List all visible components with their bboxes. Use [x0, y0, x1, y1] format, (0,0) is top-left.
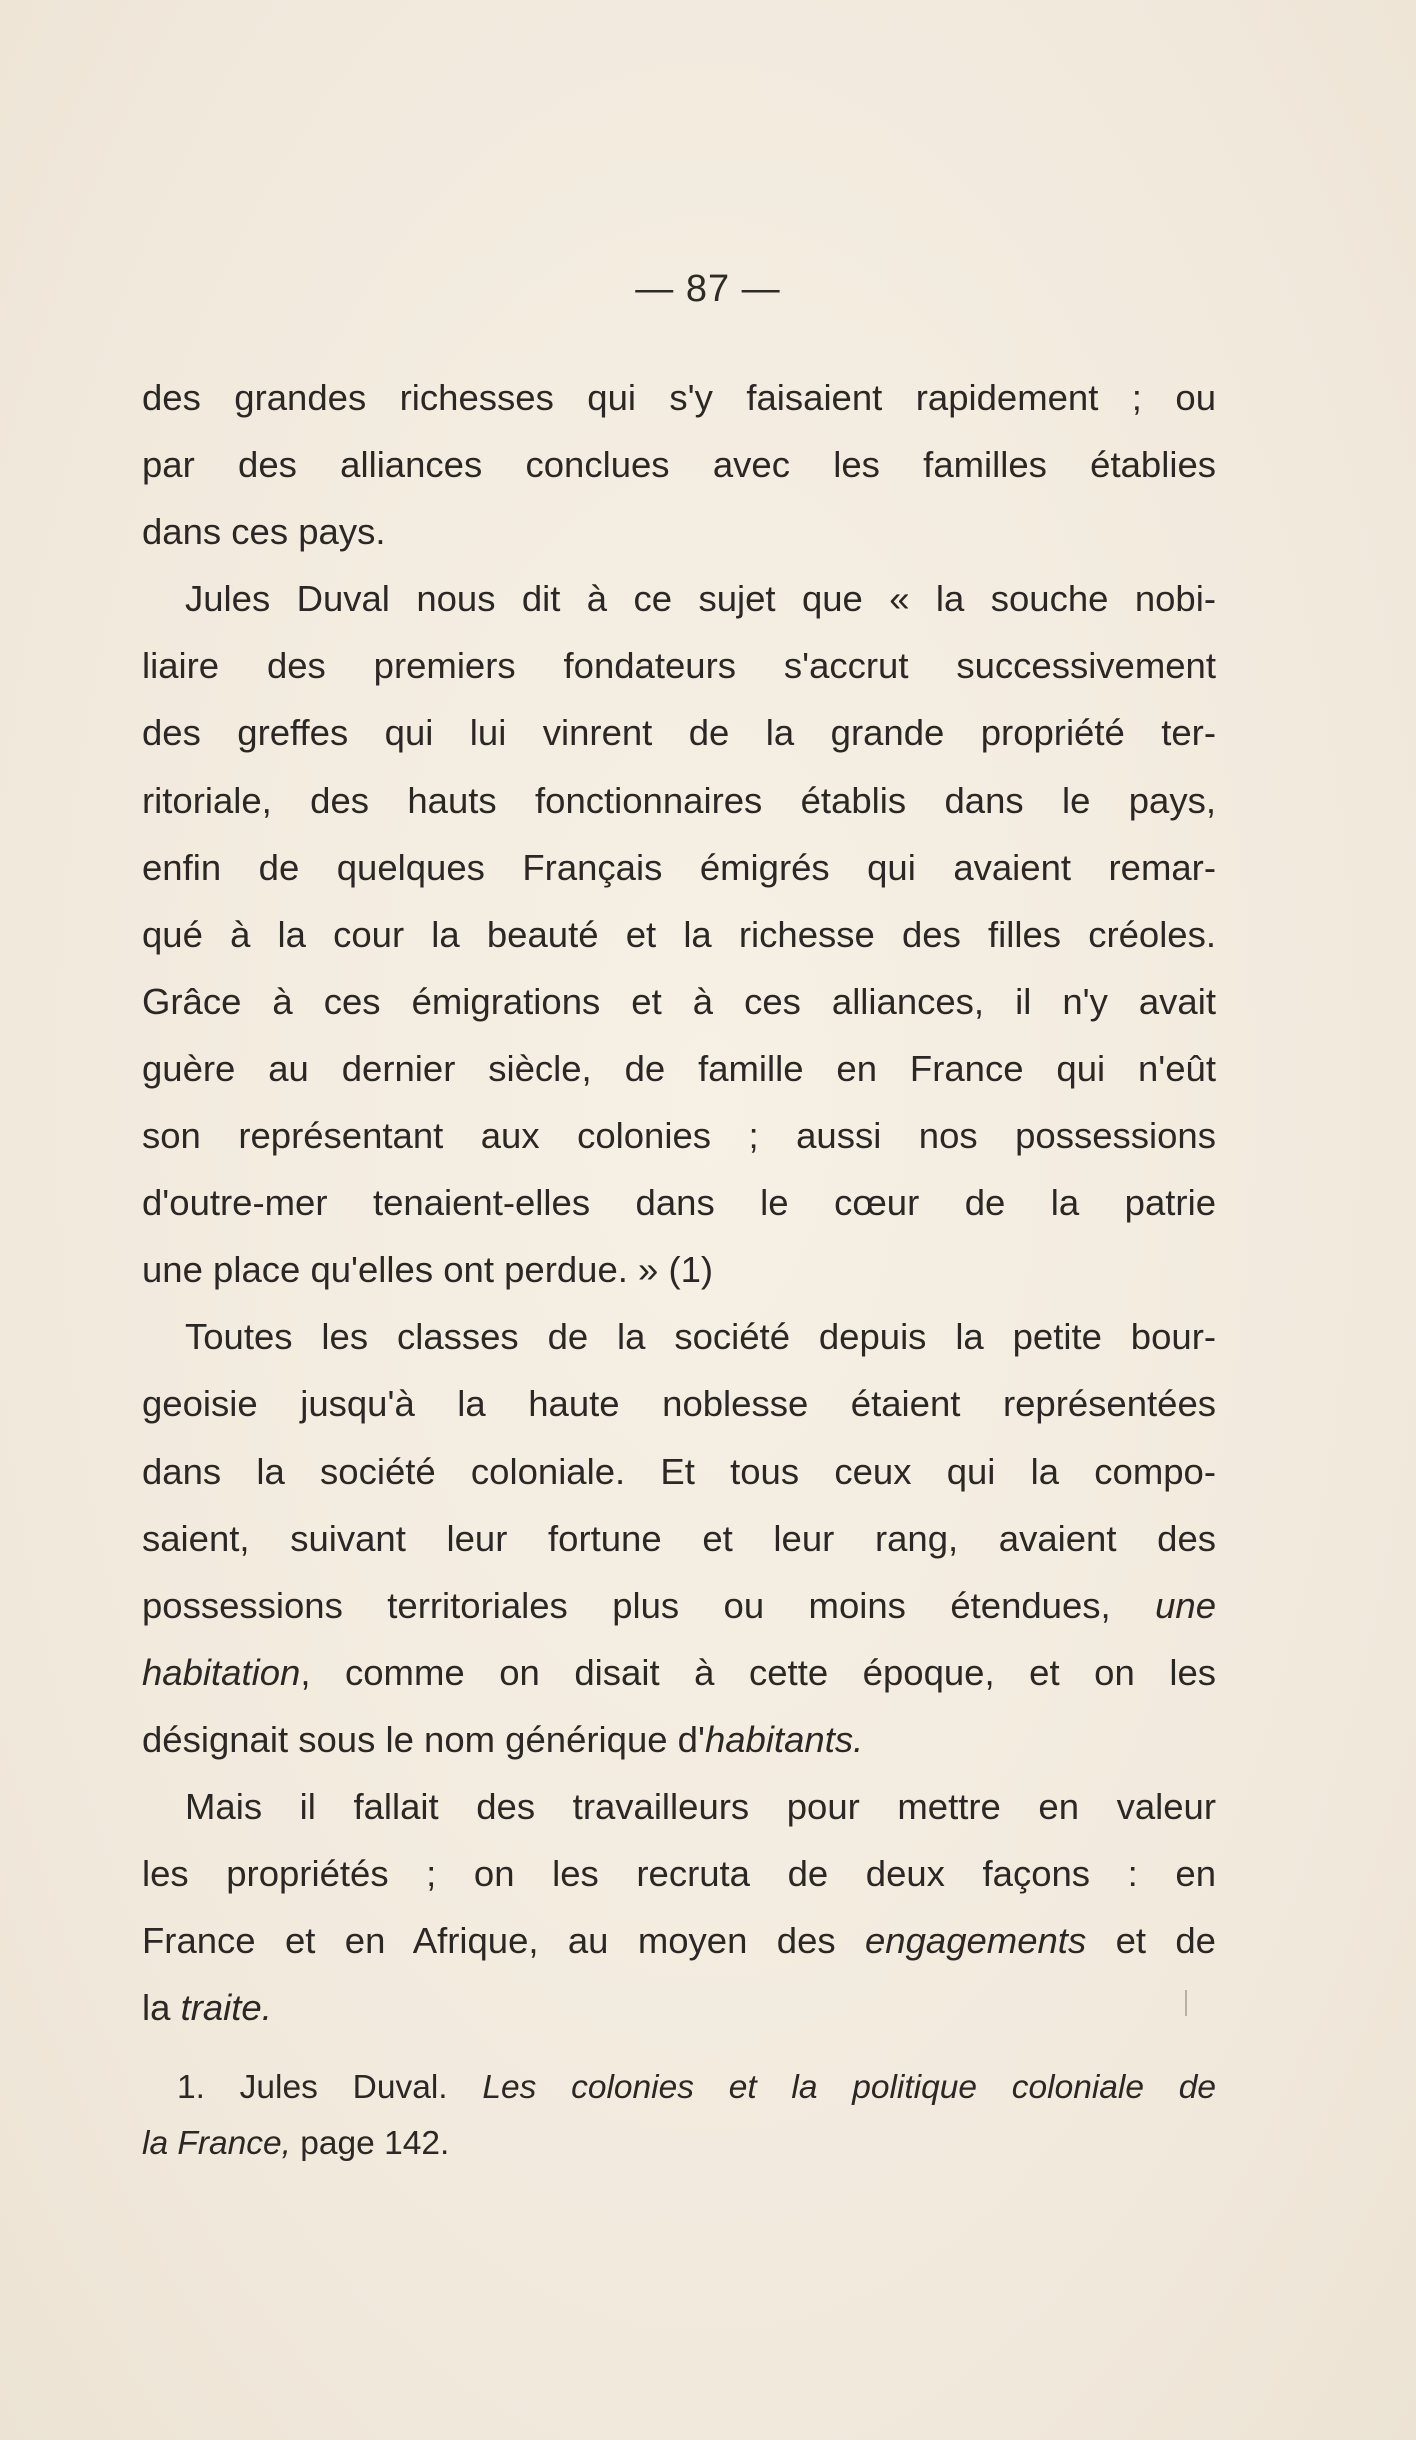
text-line: d'outre-mer tenaient-elles dans le cœur de la patrie — [142, 1182, 1216, 1224]
text-line: son représentant aux colonies ; aussi nos possessions — [142, 1115, 1216, 1157]
italic-term: habitation — [142, 1651, 301, 1693]
text-segment: la — [142, 1987, 171, 2029]
text-line: qué à la cour la beauté et la richesse des filles créoles. — [142, 913, 1216, 955]
footnote-page: page 142. — [300, 2125, 450, 2162]
paper-mark — [1185, 1990, 1187, 2016]
text-segment: désignait sous le nom générique d' — [142, 1718, 705, 1760]
text-line: les propriétés ; on les recruta de deux façons : en — [142, 1853, 1216, 1895]
body-text — [142, 364, 1216, 2041]
text-line: enfin de quelques Français émigrés qui avaient remar- — [142, 846, 1216, 888]
text-line: guère au dernier siècle, de famille en France qui n'eût — [142, 1047, 1216, 1089]
text-line: Grâce à ces émigrations et à ces alliances, il n'y avait — [142, 980, 1216, 1022]
footnote-line — [142, 2060, 1216, 2116]
footnote-prefix: 1. Jules Duval. — [177, 2069, 448, 2106]
text-line: Jules Duval nous dit à ce sujet que « la souche nobi- — [185, 578, 1216, 620]
text-line — [142, 1572, 1216, 1639]
text-segment: France et en Afrique, au moyen des — [142, 1920, 836, 1962]
italic-term: une — [1155, 1584, 1216, 1626]
text-segment: possessions territoriales plus ou moins étendues, — [142, 1584, 1111, 1626]
text-line: dans la société coloniale. Et tous ceux qui la compo- — [142, 1450, 1216, 1492]
text-segment: , comme on disait à cette époque, et on les — [300, 1651, 1216, 1693]
text-line — [142, 1974, 1216, 2041]
footnote-title: la France, — [142, 2125, 291, 2162]
text-line: Toutes les classes de la société depuis la petite bour- — [185, 1316, 1216, 1358]
text-line: ritoriale, des hauts fonctionnaires établis dans le pays, — [142, 779, 1216, 821]
text-line: saient, suivant leur fortune et leur rang, avaient des — [142, 1517, 1216, 1559]
italic-term: engagements — [865, 1920, 1087, 1962]
text-line: des greffes qui lui vinrent de la grande propriété ter- — [142, 712, 1216, 754]
text-segment: et de — [1115, 1920, 1216, 1962]
text-line: Mais il fallait des travailleurs pour mettre en valeur — [185, 1785, 1216, 1827]
footnote — [142, 2060, 1216, 2172]
text-line: geoisie jusqu'à la haute noblesse étaient représentées — [142, 1383, 1216, 1425]
italic-term: traite. — [180, 1987, 272, 2029]
page-number: — 87 — — [635, 268, 781, 310]
text-line — [142, 1706, 1216, 1773]
text-line: des grandes richesses qui s'y faisaient rapidement ; ou — [142, 377, 1216, 418]
text-line — [142, 1907, 1216, 1974]
text-line: liaire des premiers fondateurs s'accrut successivement — [142, 645, 1216, 687]
footnote-line — [142, 2116, 1216, 2172]
text-line — [142, 1639, 1216, 1706]
italic-term: habitants. — [704, 1718, 864, 1760]
text-line: par des alliances conclues avec les familles établies — [142, 444, 1216, 486]
text-line: une place qu'elles ont perdue. » (1) — [142, 1249, 714, 1291]
text-line: dans ces pays. — [142, 511, 386, 553]
footnote-title: Les colonies et la politique coloniale de — [482, 2069, 1216, 2106]
